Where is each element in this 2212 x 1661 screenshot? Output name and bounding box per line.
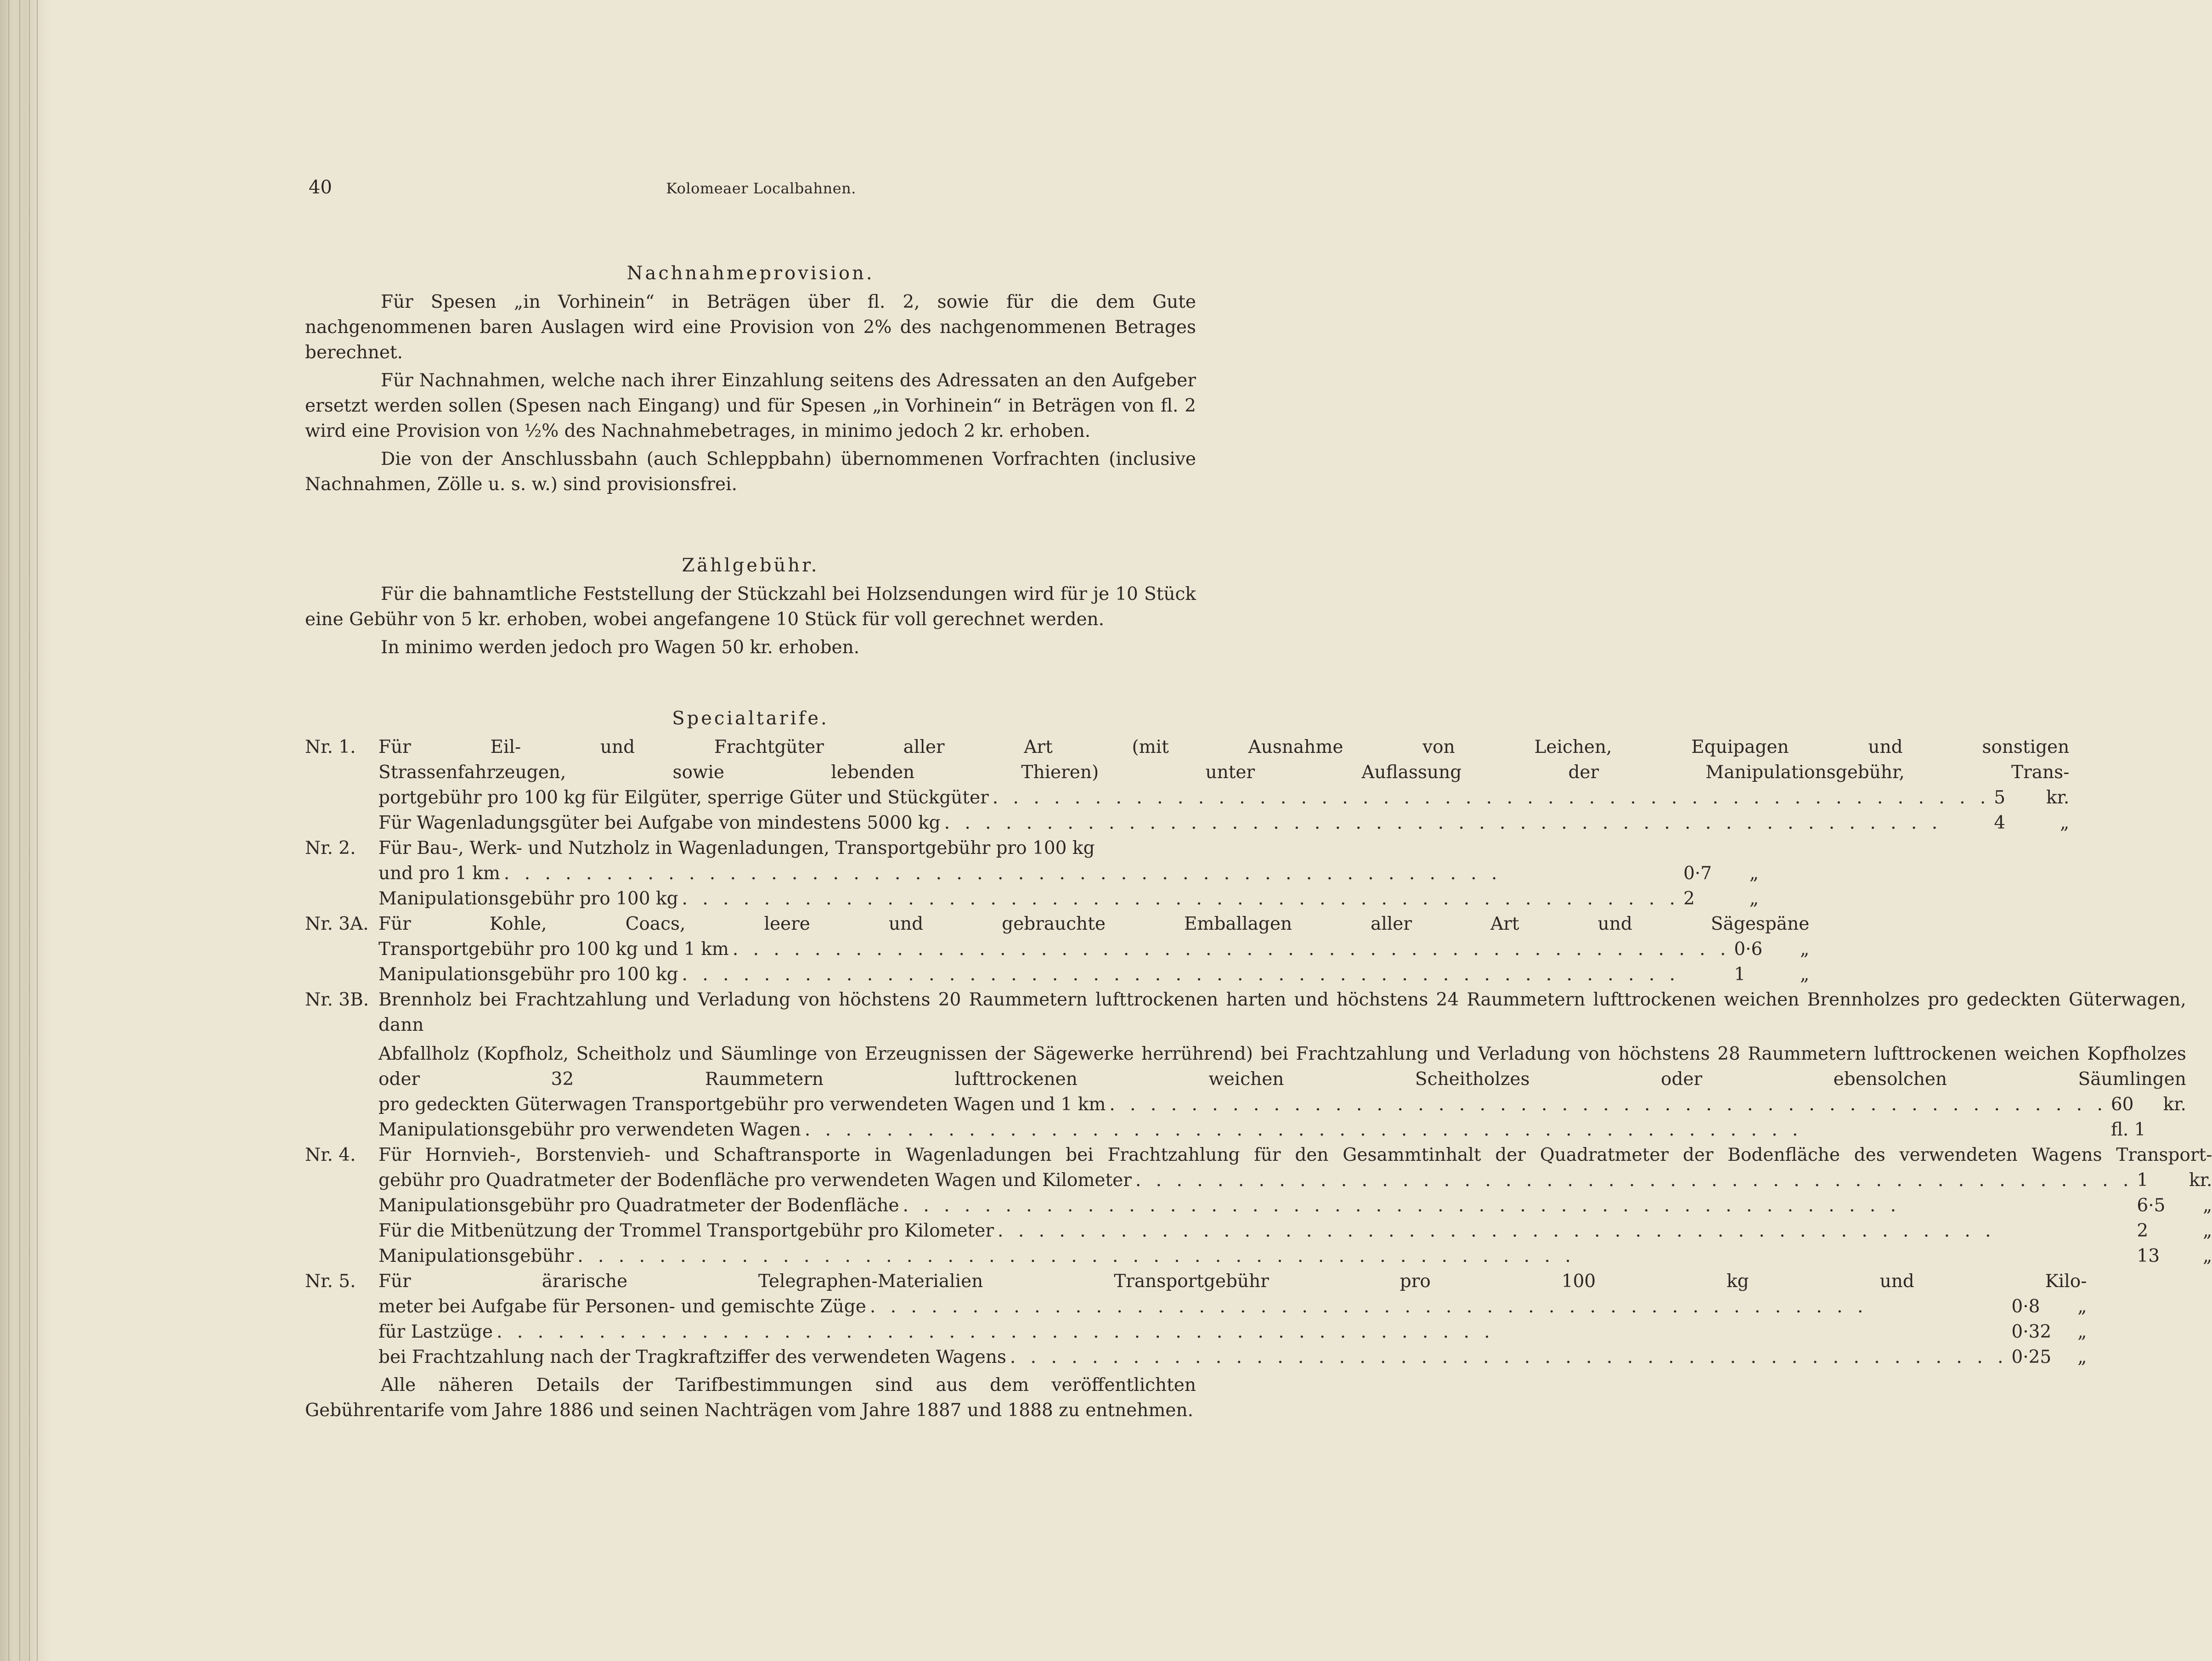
page-number: 40 [309,177,332,198]
tariff-value: 4 [1994,813,2006,833]
tariff-line: Für Kohle, Coacs, leere und gebrauchte Emballagen aller Art und Sägespäne [378,914,1810,934]
tariff-unit: „ [2077,1296,2087,1317]
tariff-nr-5 [305,1269,2087,1370]
heading-zaehlgebuehr: Zählgebühr. [682,555,819,576]
running-title: Kolomeaer Localbahnen. [666,180,856,197]
tariff-label: Nr. 4. [305,1145,356,1165]
tariff-unit: kr. [2163,1094,2186,1115]
leader-dots: . . . . . . . . . . . . . . . . . . . . . . . . . . . . . . . . . . . . . . . . . . . . . . . . . [682,888,1680,909]
tariff-value: 1 [2137,1170,2149,1191]
tariff-paragraph: Brennholz bei Frachtzahlung und Verladung von höchstens 20 Raummetern lufttrockenen harten und höchstens 24 Raummetern lufttrockenen weichen Brennholzes pro gedeckten Güterwagen, dann [378,989,2186,1035]
tariff-line: Transportgebühr pro 100 kg und 1 km [378,939,729,960]
tariff-line: Manipulationsgebühr [378,1246,574,1266]
tariff-line: Manipulationsgebühr pro 100 kg [378,964,678,985]
tariff-line: für Lastzüge [378,1322,493,1342]
paragraph: Für die bahnamtliche Feststellung der Stückzahl bei Holzsendungen wird für je 10 Stück eine Gebühr von 5 kr. erhoben, wobei angefangene 10 Stück für voll gerechnet werden. [305,584,1196,630]
tariff-value: 2 [1683,888,1695,909]
tariff-unit: „ [2077,1322,2087,1342]
leader-dots: . . . . . . . . . . . . . . . . . . . . . . . . . . . . . . . . . . . . . . . . . . . . . . . . . [577,1246,1575,1266]
tariff-unit: kr. [2046,787,2070,808]
tariff-line: Manipulationsgebühr pro 100 kg [378,888,678,909]
paragraph: Für Spesen „in Vorhinein“ in Beträgen über fl. 2, sowie für die dem Gute nachgenommenen baren Auslagen wird eine Provision von 2% des nachgenommenen Betrages berechnet. [305,292,1196,363]
leader-dots: . . . . . . . . . . . . . . . . . . . . . . . . . . . . . . . . . . . . . . . . . . . . . . . . . [998,1220,1996,1241]
heading-specialtarife: Specialtarife. [672,708,829,729]
tariff-unit: „ [1749,888,1759,909]
tariff-value: 0·7 [1683,863,1712,884]
leader-dots: . . . . . . . . . . . . . . . . . . . . . . . . . . . . . . . . . . . . . . . . . . . . . . . . . [869,1296,1868,1317]
leader-dots: . . . . . . . . . . . . . . . . . . . . . . . . . . . . . . . . . . . . . . . . . . . . . . . . . [944,813,1942,833]
leader-dots: . . . . . . . . . . . . . . . . . . . . . . . . . . . . . . . . . . . . . . . . . . . . . . . . . [682,964,1680,985]
tariff-value: 60 [2110,1094,2134,1115]
tariff-nr-1 [305,734,2070,836]
tariff-line: Für die Mitbenützung der Trommel Transportgebühr pro Kilometer [378,1220,994,1241]
page-content [305,257,2212,1426]
tariff-paragraph: Abfallholz (Kopfholz, Scheitholz und Säumlinge von Erzeugnissen der Sägewerke herrührend) bei Frachtzahlung und Verladung von höchstens 28 Raummetern lufttrockenen weichen Kopfholzes oder 32 Raummetern lufttrockenen weichen Scheitholzes oder ebensolchen Säumlingen [378,1044,2186,1090]
tariff-nr-4 [305,1142,2212,1269]
tariff-label: Nr. 2. [305,838,356,859]
paragraph: Für Nachnahmen, welche nach ihrer Einzahlung seitens des Adressaten an den Aufgeber ersetzt werden sollen (Spesen nach Eingang) und für Spesen „in Vorhinein“ in Beträgen von fl. 2 wird eine Provision von ½% des Nachnahmebetrages, in minimo jedoch 2 kr. erhoben. [305,370,1196,441]
tariff-value: fl. 1 [2110,1119,2146,1140]
tariff-line: meter bei Aufgabe für Personen- und gemischte Züge [378,1296,866,1317]
tariff-unit: „ [1800,939,1810,960]
paragraph: In minimo werden jedoch pro Wagen 50 kr. erhoben. [381,637,860,658]
tariff-value: 0·25 [2011,1347,2052,1367]
tariff-unit: „ [2203,1246,2212,1266]
leader-dots: . . . . . . . . . . . . . . . . . . . . . . . . . . . . . . . . . . . . . . . . . . . . . . . . . [992,787,1991,808]
page-header [309,177,1195,204]
tariff-line: bei Frachtzahlung nach der Tragkraftziffer des verwendeten Wagens [378,1347,1006,1367]
tariff-value: 0·32 [2011,1322,2052,1342]
tariff-line: Manipulationsgebühr pro Quadratmeter der Bodenfläche [378,1195,899,1216]
tariff-unit: „ [2203,1195,2212,1216]
tariff-label: Nr. 3B. [305,989,369,1010]
tariff-line: Manipulationsgebühr pro verwendeten Wagen [378,1119,801,1140]
leader-dots: . . . . . . . . . . . . . . . . . . . . . . . . . . . . . . . . . . . . . . . . . . . . . . . . . [503,863,1502,884]
tariff-line: Für Eil- und Frachtgüter aller Art (mit Ausnahme von Leichen, Equipagen und sonstigen [378,737,2070,757]
tariff-unit: „ [1749,863,1759,884]
tariff-label: Nr. 1. [305,737,356,757]
tariff-nr-3a [305,911,1810,987]
paragraph: Die von der Anschlussbahn (auch Schleppbahn) übernommenen Vorfrachten (inclusive Nachnahmen, Zölle u. s. w.) sind provisionsfrei. [305,449,1196,495]
tariff-line: Für Bau-, Werk- und Nutzholz in Wagenladungen, Transportgebühr pro 100 kg [378,838,1095,859]
book-spine-edge [0,0,51,1661]
closing-paragraph: Alle näheren Details der Tarifbestimmungen sind aus dem veröffentlichten Gebührentarife vom Jahre 1886 und seinen Nachträgen vom Jahre 1887 und 1888 zu entnehmen. [305,1375,1196,1421]
tariff-label: Nr. 3A. [305,914,369,934]
tariff-line: gebühr pro Quadratmeter der Bodenfläche pro verwendeten Wagen und Kilometer [378,1170,1132,1191]
tariff-paragraph: Für Hornvieh-, Borstenvieh- und Schaftransporte in Wagenladungen bei Frachtzahlung für den Gesammtinhalt der Quadratmeter der Bodenfläche des verwendeten Wagens Transport- [378,1145,2212,1165]
tariff-unit: „ [1800,964,1810,985]
leader-dots: . . . . . . . . . . . . . . . . . . . . . . . . . . . . . . . . . . . . . . . . . . . . . . . . . [804,1119,1803,1140]
leader-dots: . . . . . . . . . . . . . . . . . . . . . . . . . . . . . . . . . . . . . . . . . . . . . . . . . [1109,1094,2107,1115]
leader-dots: . . . . . . . . . . . . . . . . . . . . . . . . . . . . . . . . . . . . . . . . . . . . . . . . . [1135,1170,2133,1191]
tariff-value: 2 [2137,1220,2149,1241]
tariff-line: pro gedeckten Güterwagen Transportgebühr pro verwendeten Wagen und 1 km [378,1094,1106,1115]
tariff-nr-2 [305,836,1759,911]
tariff-line: portgebühr pro 100 kg für Eilgüter, sperrige Güter und Stückgüter [378,787,989,808]
tariff-line: Für ärarische Telegraphen-Materialien Transportgebühr pro 100 kg und Kilo- [378,1271,2087,1292]
tariff-nr-3b [305,987,2186,1142]
heading-nachnahmeprovision: Nachnahmeprovision. [626,263,875,284]
tariff-line: und pro 1 km [378,863,500,884]
tariff-line: Strassenfahrzeugen, sowie lebenden Thieren) unter Auflassung der Manipulationsgebühr, Trans- [378,762,2070,783]
tariff-unit: „ [2060,813,2070,833]
tariff-value: 13 [2137,1246,2160,1266]
leader-dots: . . . . . . . . . . . . . . . . . . . . . . . . . . . . . . . . . . . . . . . . . . . . . . . . . [497,1322,1495,1342]
leader-dots: . . . . . . . . . . . . . . . . . . . . . . . . . . . . . . . . . . . . . . . . . . . . . . . . . [1010,1347,2008,1367]
tariff-value: 1 [1734,964,1746,985]
tariff-line: Für Wagenladungsgüter bei Aufgabe von mindestens 5000 kg [378,813,941,833]
leader-dots: . . . . . . . . . . . . . . . . . . . . . . . . . . . . . . . . . . . . . . . . . . . . . . . . . [903,1195,1901,1216]
tariff-unit: „ [2077,1347,2087,1367]
tariff-unit: „ [2203,1220,2212,1241]
leader-dots: . . . . . . . . . . . . . . . . . . . . . . . . . . . . . . . . . . . . . . . . . . . . . . . . . [732,939,1731,960]
tariff-value: 5 [1994,787,2006,808]
tariff-value: 6·5 [2137,1195,2166,1216]
tariff-value: 0·8 [2011,1296,2040,1317]
tariff-value: 0·6 [1734,939,1763,960]
tariff-label: Nr. 5. [305,1271,356,1292]
tariff-unit: kr. [2189,1170,2212,1191]
